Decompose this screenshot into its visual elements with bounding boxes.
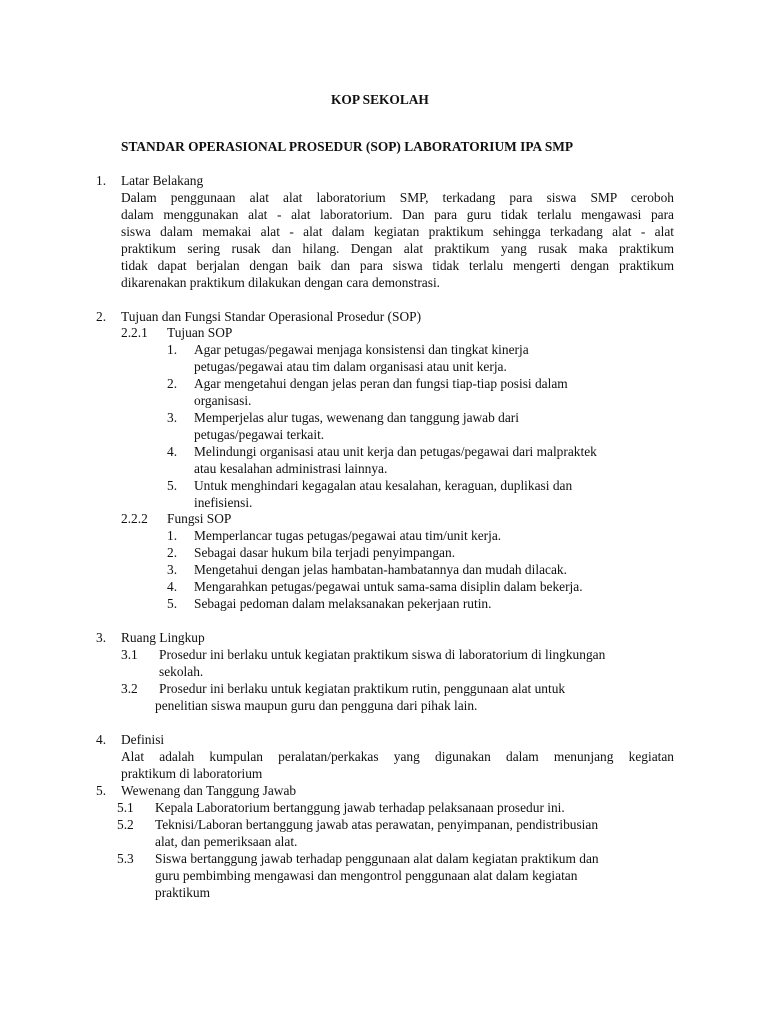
section-number: 3. — [96, 630, 107, 645]
paragraph-line: Dalam penggunaan alat alat laboratorium SMP, terkadang para siswa SMP ceroboh — [121, 190, 674, 205]
list-number: 3.1 — [121, 647, 138, 662]
paragraph-line: praktikum di laboratorium — [121, 766, 263, 781]
list-number: 4. — [167, 579, 178, 594]
list-number: 1. — [167, 528, 178, 543]
list-item-text: Teknisi/Laboran bertanggung jawab atas perawatan, penyimpanan, pendistribusian — [155, 817, 599, 832]
list-item-text: penelitian siswa maupun guru dan pengguna dari pihak lain. — [155, 698, 478, 713]
list-item-text: alat, dan pemeriksaan alat. — [155, 834, 298, 849]
section-heading-ruang-lingkup: Ruang Lingkup — [121, 630, 205, 645]
subsection-heading-tujuan-sop: Tujuan SOP — [167, 325, 233, 340]
list-number: 5. — [167, 596, 178, 611]
section-heading-definisi: Definisi — [121, 732, 165, 747]
kop-sekolah-heading: KOP SEKOLAH — [331, 92, 429, 107]
section-number: 2. — [96, 309, 107, 324]
paragraph-line: dikarenakan praktikum dilakukan dengan cara demonstrasi. — [121, 275, 441, 290]
list-item-text: Sebagai dasar hukum bila terjadi penyimpangan. — [194, 545, 456, 560]
list-item-text: Prosedur ini berlaku untuk kegiatan praktikum rutin, penggunaan alat untuk — [159, 681, 566, 696]
list-number: 3. — [167, 562, 178, 577]
document-title: STANDAR OPERASIONAL PROSEDUR (SOP) LABORATORIUM IPA SMP — [121, 139, 574, 154]
list-item-text: Memperlancar tugas petugas/pegawai atau tim/unit kerja. — [194, 528, 502, 543]
subsection-heading-fungsi-sop: Fungsi SOP — [167, 511, 232, 526]
list-number: 5.2 — [117, 817, 134, 832]
list-number: 4. — [167, 444, 178, 459]
subsection-number: 2.2.1 — [121, 325, 148, 340]
list-item-text: Siswa bertanggung jawab terhadap penggunaan alat dalam kegiatan praktikum dan — [155, 851, 599, 866]
section-heading-latar-belakang: Latar Belakang — [121, 173, 204, 188]
list-item-text: Untuk menghindari kegagalan atau kesalahan, keraguan, duplikasi dan — [194, 478, 573, 493]
list-number: 5.1 — [117, 800, 134, 815]
list-item-text: organisasi. — [194, 393, 252, 408]
paragraph-line: praktikum sering rusak dan hilang. Dengan alat praktikum yang rusak maka praktikum — [121, 241, 674, 256]
paragraph-line: Alat adalah kumpulan peralatan/perkakas yang digunakan dalam menunjang kegiatan — [121, 749, 674, 764]
list-item-text: Agar mengetahui dengan jelas peran dan fungsi tiap-tiap posisi dalam — [194, 376, 568, 391]
list-number: 5. — [167, 478, 178, 493]
list-number: 2. — [167, 545, 178, 560]
list-item-text: Mengetahui dengan jelas hambatan-hambatannya dan mudah dilacak. — [194, 562, 567, 577]
section-number: 1. — [96, 173, 107, 188]
list-item-text: Kepala Laboratorium bertanggung jawab terhadap pelaksanaan prosedur ini. — [155, 800, 565, 815]
list-item-text: guru pembimbing mengawasi dan mengontrol penggunaan alat dalam kegiatan — [155, 868, 578, 883]
list-item-text: petugas/pegawai atau tim dalam organisasi atau unit kerja. — [194, 359, 507, 374]
section-number: 5. — [96, 783, 107, 798]
paragraph-line: siswa dalam memakai alat - alat dalam kegiatan praktikum sehingga terkadang alat - alat — [121, 224, 674, 239]
list-number: 5.3 — [117, 851, 134, 866]
list-item-text: Mengarahkan petugas/pegawai untuk sama-sama disiplin dalam bekerja. — [194, 579, 583, 594]
section-heading-tujuan-fungsi: Tujuan dan Fungsi Standar Operasional Prosedur (SOP) — [121, 309, 422, 324]
list-number: 2. — [167, 376, 178, 391]
list-item-text: sekolah. — [159, 664, 204, 679]
list-item-text: inefisiensi. — [194, 495, 253, 510]
list-item-text: Melindungi organisasi atau unit kerja dan petugas/pegawai dari malpraktek — [194, 444, 597, 459]
paragraph-line: dalam menggunakan alat - alat laboratorium. Dan para guru tidak terlalu mengawasi para — [121, 207, 674, 222]
list-number: 3. — [167, 410, 178, 425]
list-number: 3.2 — [121, 681, 138, 696]
paragraph-line: tidak dapat berjalan dengan baik dan para siswa tidak terlalu mengerti dengan praktikum — [121, 258, 674, 273]
list-item-text: praktikum — [155, 885, 211, 900]
subsection-number: 2.2.2 — [121, 511, 148, 526]
section-heading-wewenang: Wewenang dan Tanggung Jawab — [121, 783, 297, 798]
list-item-text: Sebagai pedoman dalam melaksanakan pekerjaan rutin. — [194, 596, 492, 611]
list-item-text: Agar petugas/pegawai menjaga konsistensi dan tingkat kinerja — [194, 342, 529, 357]
list-item-text: Memperjelas alur tugas, wewenang dan tanggung jawab dari — [194, 410, 519, 425]
list-number: 1. — [167, 342, 178, 357]
list-item-text: atau kesalahan administrasi lainnya. — [194, 461, 388, 476]
list-item-text: Prosedur ini berlaku untuk kegiatan praktikum siswa di laboratorium di lingkungan — [159, 647, 606, 662]
list-item-text: petugas/pegawai terkait. — [194, 427, 325, 442]
section-number: 4. — [96, 732, 107, 747]
